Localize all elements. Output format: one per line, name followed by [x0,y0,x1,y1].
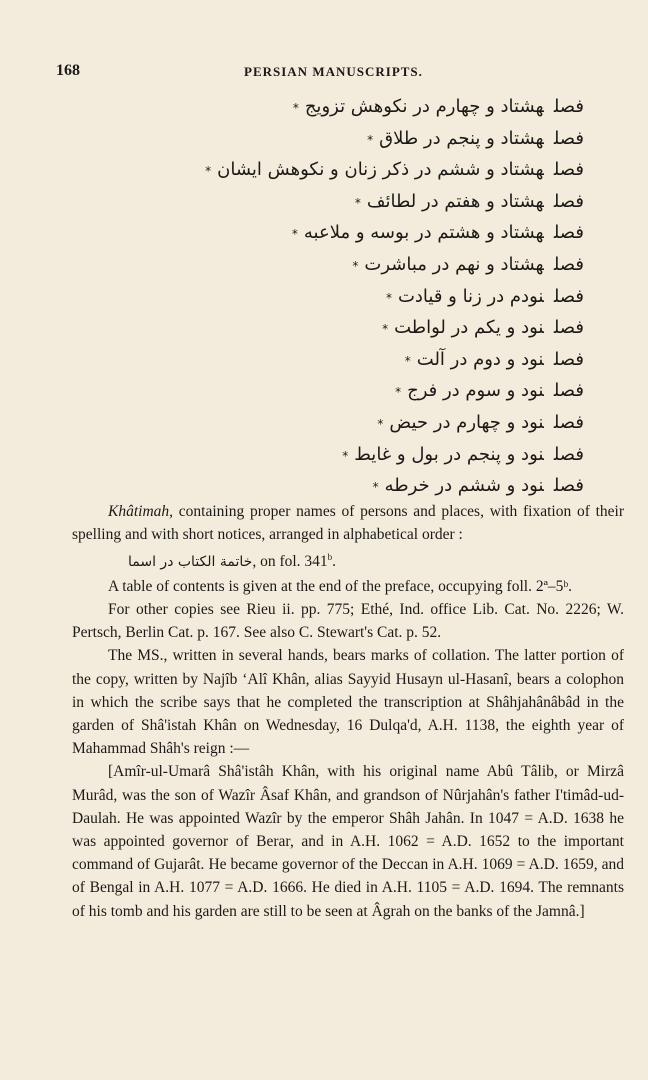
verse-marker: * [367,132,374,147]
verse-text: نودم در زنا و قیادت [397,285,544,307]
folio-end: . [332,553,337,571]
verse-head: فصل [553,411,584,433]
khatimah-text: containing proper names of persons and places, with fixation of their spelling and with short notices, arranged in alphabetical order : [72,503,625,544]
verse-text: هشتاد و هشتم در بوسه و ملاعبه [303,222,544,244]
page-number: 168 [56,62,80,79]
verse-line [164,124,584,156]
verse-line [164,313,584,345]
verse-marker: * [292,101,299,115]
verse-head: فصل [553,159,584,181]
verse-line [164,408,584,440]
verse-head: فصل [553,190,584,212]
verse-line [164,282,584,314]
folio-sup: b [327,552,333,563]
verse-head: فصل [553,96,584,117]
other-copies-paragraph: For other copies see Rieu ii. pp. 775; Ethé, Ind. office Lib. Cat. No. 2226; W. Pertsch, Berlin Cat. p. 167. See also C. Stewart's Cat. p. 52. [72,600,624,642]
verse-text: نود و پنجم در بول و غایط [354,443,544,465]
biography-paragraph: [Amîr-ul-Umarâ Shâ'istâh Khân, with his original name Abû Tâlib, or Mirzâ Murâd, was the son of Wazîr Âsaf Khân, and grandson of Nûrjahân's father I'timâd-ud-Daulah. He was appointed Wazîr by the emperor Shâh Jahân. In 1047 = A.D. 1638 he was appointed governor of Berar, and in A.H. 1062 = A.D. 1652 to the important command of Gujarât. He became governor of the Deccan in A.H. 1069 = A.D. 1659, and of Bengal in A.H. 1077 = A.D. 1666. He died in A.H. 1105 = A.D. 1694. The remnants of his tomb and his garden are still to be seen at Âgrah on the banks of the Jamnâ.] [72,763,624,920]
verse-marker: * [291,227,298,242]
persian-chapter-list [164,92,584,503]
verse-line [164,471,584,503]
verse-text: هشتاد و چهارم در نکوهش تزویج [304,96,544,117]
khatimah-title: Khâtimah, [108,503,174,520]
verse-marker: * [342,448,349,463]
verse-marker: * [382,322,389,337]
verse-marker: * [372,480,379,495]
verse-line [164,250,584,282]
verse-line [164,440,584,472]
verse-marker: * [205,164,212,179]
verse-head: فصل [553,127,584,149]
running-title: PERSIAN MANUSCRIPTS. [244,64,423,79]
colophon-paragraph: The MS., written in several hands, bears marks of collation. The latter portion of the copy, written by Najîb ‘Alî Khân, alias Sayyid Husayn ul-Hasanî, bears a colophon in which the scribe says that he completed the transcription at Shâhjahânâbâd in the garden of Shâ'istah Khân on Wednesday, 16 Dulqa'd, A.H. 1138, the eighth year of Mahammad Shâh's reign :— [72,647,624,758]
verse-marker: * [404,353,411,368]
verse-head: فصل [553,380,584,402]
verse-head: فصل [553,285,584,307]
verse-text: نود و چهارم در حیض [389,411,544,433]
verse-line [164,155,584,187]
verse-head: فصل [553,317,584,339]
verse-marker: * [395,385,402,400]
verse-marker: * [354,195,361,210]
verse-line [164,376,584,408]
verse-text: نود و سوم در فرج [407,380,544,402]
verse-head: فصل [553,443,584,465]
verse-head: فصل [553,222,584,244]
verse-text: هشتاد و هفتم در لطائف [366,190,544,212]
folio-text: , on fol. 341 [252,553,328,571]
verse-text: نود و دوم در آلت [416,348,544,370]
verse-marker: * [385,290,392,305]
verse-text: نود و ششم در خرطه [384,475,544,497]
khatimah-persian-title: خاتمة الکتاب در اسما [128,554,253,571]
verse-text: هشتاد و نهم در مباشرت [364,253,544,275]
verse-line [164,187,584,219]
verse-marker: * [352,258,359,273]
verse-head: فصل [553,348,584,370]
verse-line [164,218,584,250]
contents-paragraph: A table of contents is given at the end of the preface, occupying foll. 2ª–5ᵇ. [108,577,573,595]
verse-text: هشتاد و پنجم در طلاق [379,127,544,149]
verse-text: نود و یکم در لواطت [394,317,544,339]
verse-text: هشتاد و ششم در ذکر زنان و نکوهش ایشان [217,159,544,181]
verse-marker: * [377,416,384,431]
verse-line [164,345,584,377]
verse-line [164,92,584,124]
khatimah-folio-line [72,546,624,574]
body-text [72,500,624,923]
khatimah-paragraph [72,500,624,546]
verse-head: فصل [553,475,584,497]
verse-head: فصل [553,253,584,275]
